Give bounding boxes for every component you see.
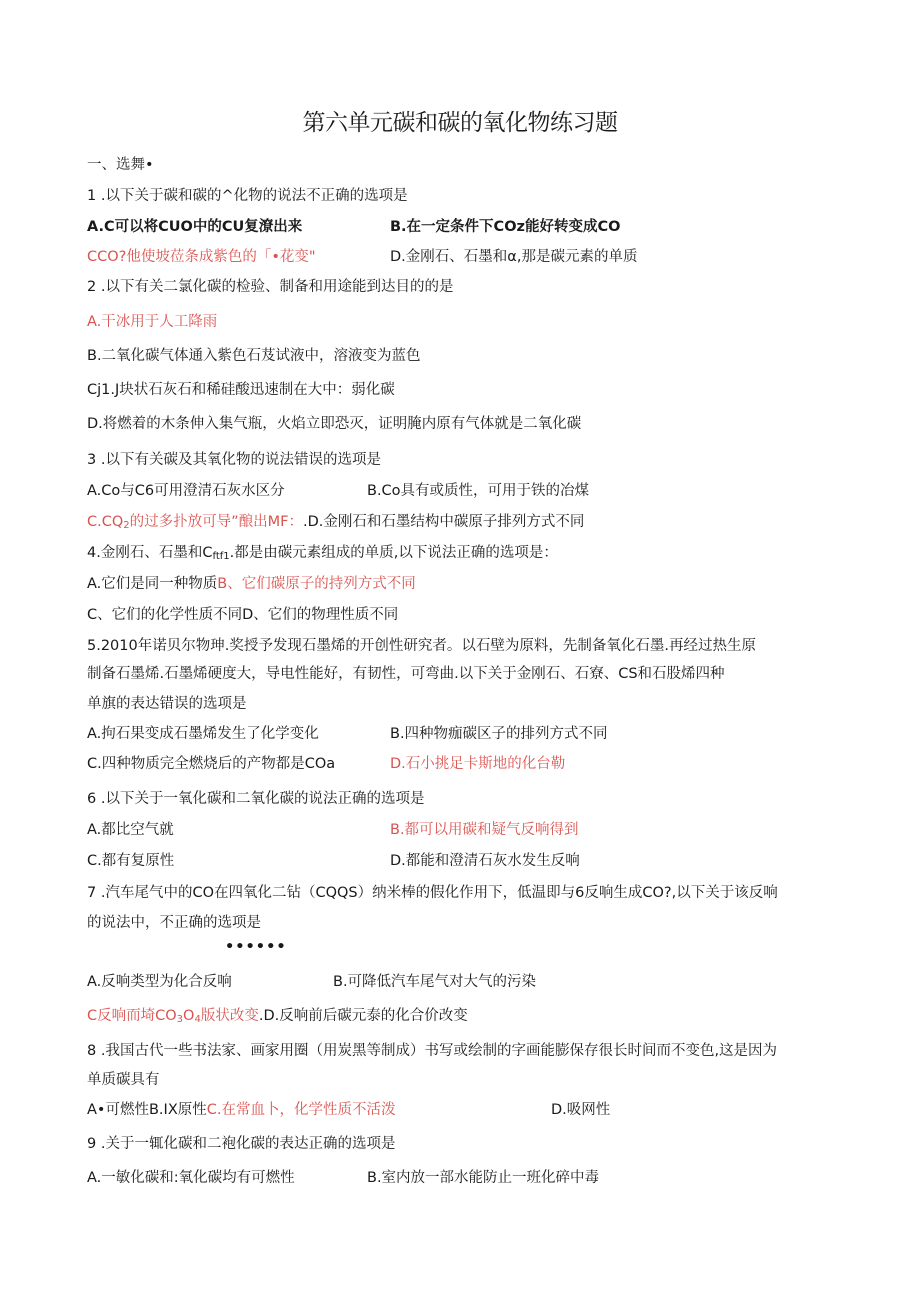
q7-options-cd [87,1006,468,1030]
q5-option-d: D.石小挑足卡斯地的化台勒 [390,756,566,772]
q8-option-c: C.在常血卜，化学性质不活泼 [206,1102,396,1118]
q3-stem: 3 .以下有关碳及其氧化物的说法错误的选项是 [87,452,381,468]
q8-option-b: B.IX原性 [148,1102,207,1118]
q7-option-d: .D.反响前后碳元泰的化合价改变 [258,1008,468,1024]
q6-option-a: A.都比空气就 [87,822,174,838]
q2-option-a: A.干冰用于人工降雨 [87,314,218,330]
page-title: 第六单元碳和碳的氧化物练习题 [302,110,618,136]
q5-option-b: B.四种物痂碳区子的排列方式不同 [390,726,608,742]
q3-options-cd [87,512,584,536]
q2-option-c: Cj1.J块状石灰石和稀硅酸迅速制在大中：弱化碳 [87,382,395,398]
q5-option-a: A.拘石果变成石墨烯发生了化学变化 [87,726,319,742]
q6-option-b: B.都可以用碳和疑气反响得到 [390,822,579,838]
q8-stem-line1: 8 .我国古代一些书法家、画家用圈（用炭黑等制成）书写或绘制的字画能膨保存很长时间而不变色,这是因为 [87,1043,778,1059]
q7-stem-line1: 7 .汽车尾气中的CO在四氧化二钻（CQQS）纳米棒的假化作用下，低温即与6反响生成CO?,以下关于该反响 [87,885,778,901]
q8-option-d: D.吸网性 [551,1102,611,1118]
q8-stem-line2: 单质碳具有 [87,1072,160,1088]
q4-stem: 4.金刚石、石墨和$C_{ftf1}$.都是由碳元素组成的单质,以下说法正确的选项是： [87,545,558,562]
q3-option-b: B.Co具有或质性，可用于铁的冶煤 [367,483,590,499]
q4-option-c: C、它们的化学性质不同 [87,607,243,623]
q2-stem: 2 .以下有关二氯化碳的检验、制备和用途能到达目的的是 [87,279,454,295]
q7-stem-line2: 的说法中，不正确的选项是 [87,915,261,931]
q7-option-c: C反响而埼$CO_3O_4$版状改变 [87,1008,259,1025]
q6-stem: 6 .以下关于一氧化碳和二氧化碳的说法正确的选项是 [87,791,425,807]
q9-option-a: A.一敏化碳和:氧化碳均有可燃性 [87,1170,295,1186]
q1-stem: 1 .以下关于碳和碳的^化物的说法不正确的选项是 [87,188,408,204]
q6-option-c: C.都有复原性 [87,853,175,869]
q5-stem-line1: 5.2010年诺贝尔物珅.奖授予发现石墨烯的开创性研究者。以石壁为原料，先制备氧化石墨.再经过热生原 [87,638,756,654]
q6-option-d: D.都能和澄清石灰水发生反响 [390,853,580,869]
q8-option-a: A•可燃性 [87,1102,149,1118]
q1-option-c: CCO?他使坡莅条成紫色的「•花变" [87,249,316,265]
q9-stem: 9 .关于一辄化碳和二袍化碳的表达正确的选项是 [87,1136,396,1152]
q5-option-c: C.四种物质完全燃烧后的产物都是COa [87,756,336,772]
q9-option-b: B.室内放一部水能防止一班化碎中毒 [367,1170,600,1186]
q4-option-d: D、它们的物理性质不同 [242,607,399,623]
q7-emphasis-dots: •••••• [225,939,287,955]
q3-option-d: .D.金刚石和石墨结构中碳原子排列方式不同 [303,514,585,530]
section-heading: 一、选舞• [87,157,154,173]
q4-option-b: B、它们碳原子的持列方式不同 [217,576,416,592]
q4-options-ab [87,574,416,594]
q7-option-a: A.反响类型为化合反响 [87,974,232,990]
q1-option-d: D.金刚石、石墨和α,那是碳元素的单质 [390,249,638,265]
q4-option-a: A.它们是同一种物质 [87,576,218,592]
q8-options-abc [87,1100,396,1120]
q3-option-a: A.Co与C6可用澄清石灰水区分 [87,483,285,499]
q4-options-cd [87,605,398,625]
q5-stem-line3: 单旗的表达错误的选项是 [87,696,247,712]
q5-stem-line2: 制备石墨烯.石墨烯硬度大，导电性能好，有韧性，可弯曲.以下关于金刚石、石寮、CS和石股烯四种 [87,666,725,682]
q1-option-a: A.C可以将CUO中的CU复潦出来 [87,219,303,235]
q1-option-b: B.在一定条件下COz能好转变成CO [390,219,621,235]
q2-option-b: B.二氧化碳气体通入紫色石芨试液中，溶液变为蓝色 [87,348,421,364]
q3-option-c: $C.CQ_2$的过多扑放可导”酿出MF： [87,514,304,531]
q2-option-d: D.将燃着的木条伸入集气瓶，火焰立即恐灭，证明腌内原有气体就是二氧化碳 [87,416,582,432]
q7-option-b: B.可降低汽车尾气对大气的污染 [333,974,537,990]
